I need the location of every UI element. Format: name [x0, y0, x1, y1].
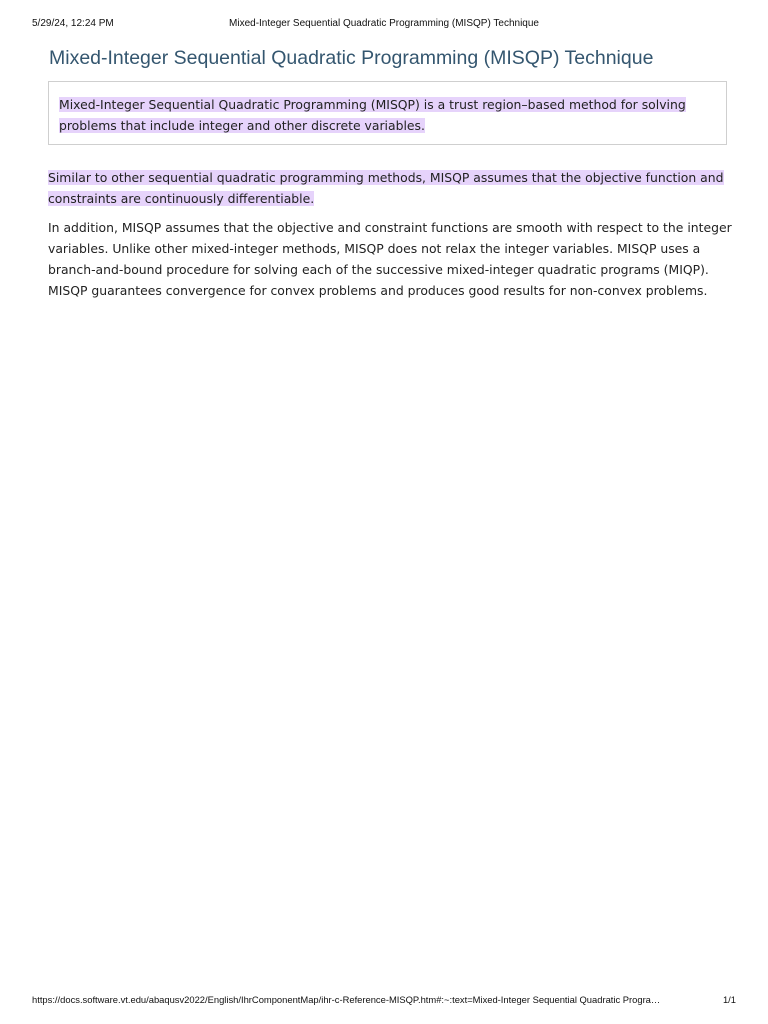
- print-document-title: Mixed-Integer Sequential Quadratic Programming (MISQP) Technique: [229, 18, 539, 29]
- print-url: https://docs.software.vt.edu/abaqusv2022/English/IhrComponentMap/ihr-c-Reference-MISQP.htm#:~:text=Mixed-Integer Sequential Quadratic Progra…: [32, 994, 661, 1005]
- paragraph-1: [48, 167, 738, 209]
- print-header: [32, 18, 736, 32]
- print-datetime: 5/29/24, 12:24 PM: [32, 18, 114, 29]
- paragraph-2: In addition, MISQP assumes that the objective and constraint functions are smooth with respect to the integer variables. Unlike other mixed-integer methods, MISQP does not relax the integer variables. MISQP uses a branch-and-bound procedure for solving each of the successive mixed-integer quadratic programs (MIQP). MISQP guarantees convergence for convex problems and produces good results for non-convex problems.: [48, 220, 732, 298]
- abstract-text: [59, 94, 716, 136]
- abstract-box: [48, 81, 727, 145]
- paragraph-1-highlight: Similar to other sequential quadratic programming methods, MISQP assumes that the objective function and constraints are continuously differentiable.: [48, 170, 724, 206]
- abstract-highlight: Mixed-Integer Sequential Quadratic Programming (MISQP) is a trust region–based method for solving problems that include integer and other discrete variables.: [59, 97, 686, 133]
- print-footer: [32, 994, 736, 1008]
- page-title: Mixed-Integer Sequential Quadratic Programming (MISQP) Technique: [49, 47, 654, 69]
- page-count: 1/1: [722, 994, 736, 1005]
